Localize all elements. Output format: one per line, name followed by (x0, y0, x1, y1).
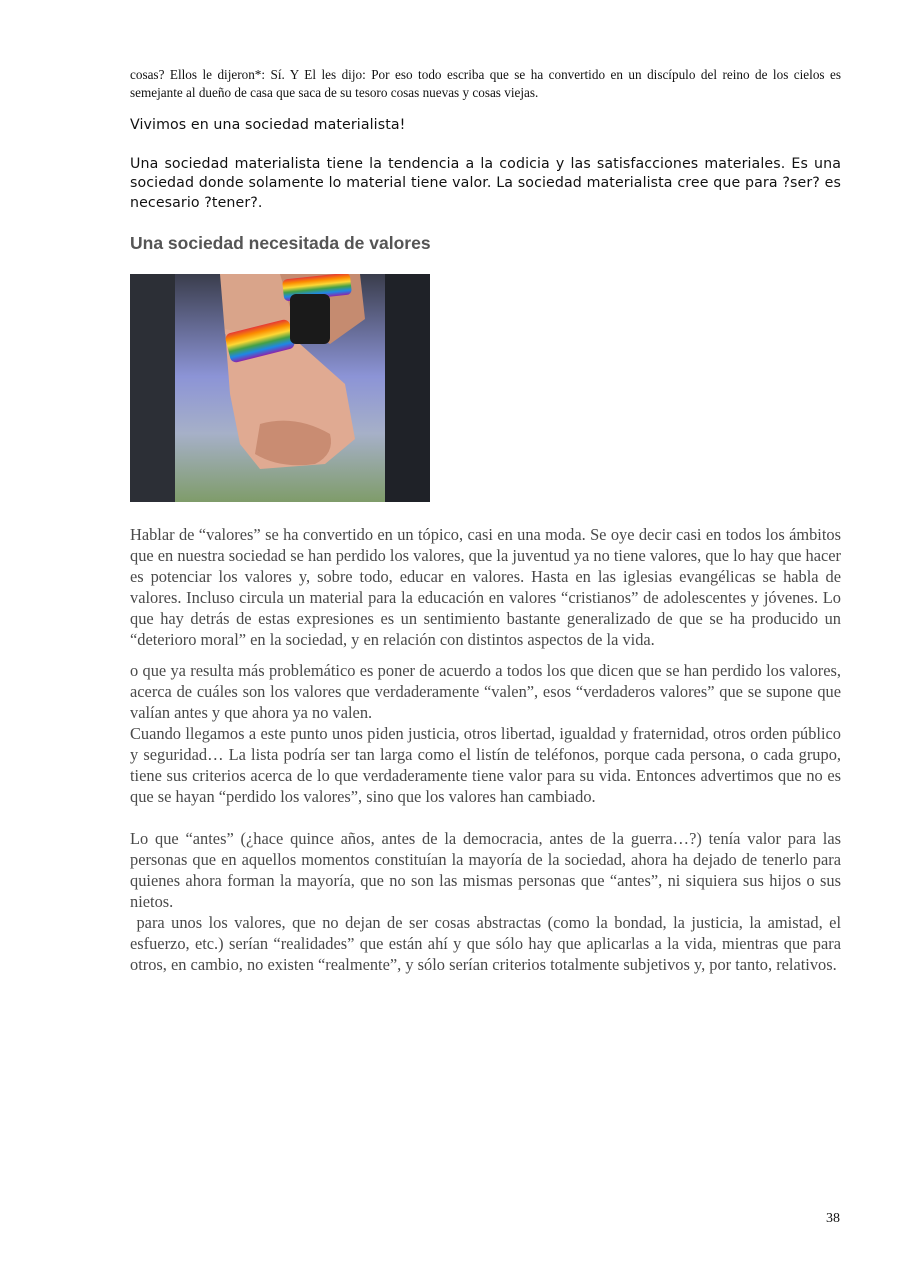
section-heading: Una sociedad necesitada de valores (130, 233, 431, 253)
body-paragraph: Cuando llegamos a este punto unos piden justicia, otros libertad, igualdad y fraternidad, otros orden público y seguridad… La lista podría ser tan larga como el listín de teléfonos, porque cada persona, o cada grupo, tiene sus criterios acerca de lo que verdaderamente tiene valor para su vida. Entonces advertimos que no es que se hayan “perdido los valores”, sino que los valores han cambiado. (130, 724, 841, 806)
body-paragraph: para unos los valores, que no dejan de ser cosas abstractas (como la bondad, la justicia, la amistad, el esfuerzo, etc.) serían “realidades” que están ahí y que sólo hay que aplicarlas a la vida, mientras que para otros, en cambio, no existen “realmente”, y sólo serían criterios totalmente subjetivos y, por tanto, relativos. (130, 913, 846, 974)
holding-hands-photo (130, 274, 430, 502)
page-content (130, 66, 846, 975)
body-paragraph: Hablar de “valores” se ha convertido en un tópico, casi en una moda. Se oye decir casi en todos los ámbitos que en nuestra sociedad se han perdido los valores, que la juventud ya no tiene valores, que lo hay que hacer es potenciar los valores y, sobre todo, educar en valores. Hasta en las iglesias evangélicas se habla de valores. Incluso circula un material para la educación en valores “cristianos” de adolescentes y jóvenes. Lo que hay detrás de estas expresiones es un sentimiento bastante generalizado de que se ha producido un “deterioro moral” en la sociedad, y en relación con distintos aspectos de la vida. (130, 525, 841, 649)
exclamation-line: Vivimos en una sociedad materialista! (130, 117, 406, 133)
photo-illustration (130, 274, 430, 502)
top-paragraph: cosas? Ellos le dijeron*: Sí. Y El les dijo: Por eso todo escriba que se ha convertido en un discípulo del reino de los cielos es semejante al dueño de casa que saca de su tesoro cosas nuevas y cosas viejas. (130, 67, 841, 100)
materialist-paragraph: Una sociedad materialista tiene la tendencia a la codicia y las satisfacciones materiales. Es una sociedad donde solamente lo material tiene valor. La sociedad materialista cree que para ?ser? es necesario ?tener?. (130, 155, 841, 211)
body-paragraph: Lo que “antes” (¿hace quince años, antes de la democracia, antes de la guerra…?) tenía valor para las personas que en aquellos momentos constituían la mayoría de la sociedad, ahora ha dejado de tenerlo para quienes ahora forman la mayoría, que no son las mismas personas que “antes”, ni siquiera sus hijos o sus nietos. (130, 829, 841, 911)
body-paragraph: o que ya resulta más problemático es poner de acuerdo a todos los que dicen que se han perdido los valores, acerca de cuáles son los valores que verdaderamente “valen”, esos “verdaderos valores” que se supone que valían antes y que ahora ya no valen. (130, 661, 841, 722)
page-number: 38 (826, 1211, 840, 1226)
